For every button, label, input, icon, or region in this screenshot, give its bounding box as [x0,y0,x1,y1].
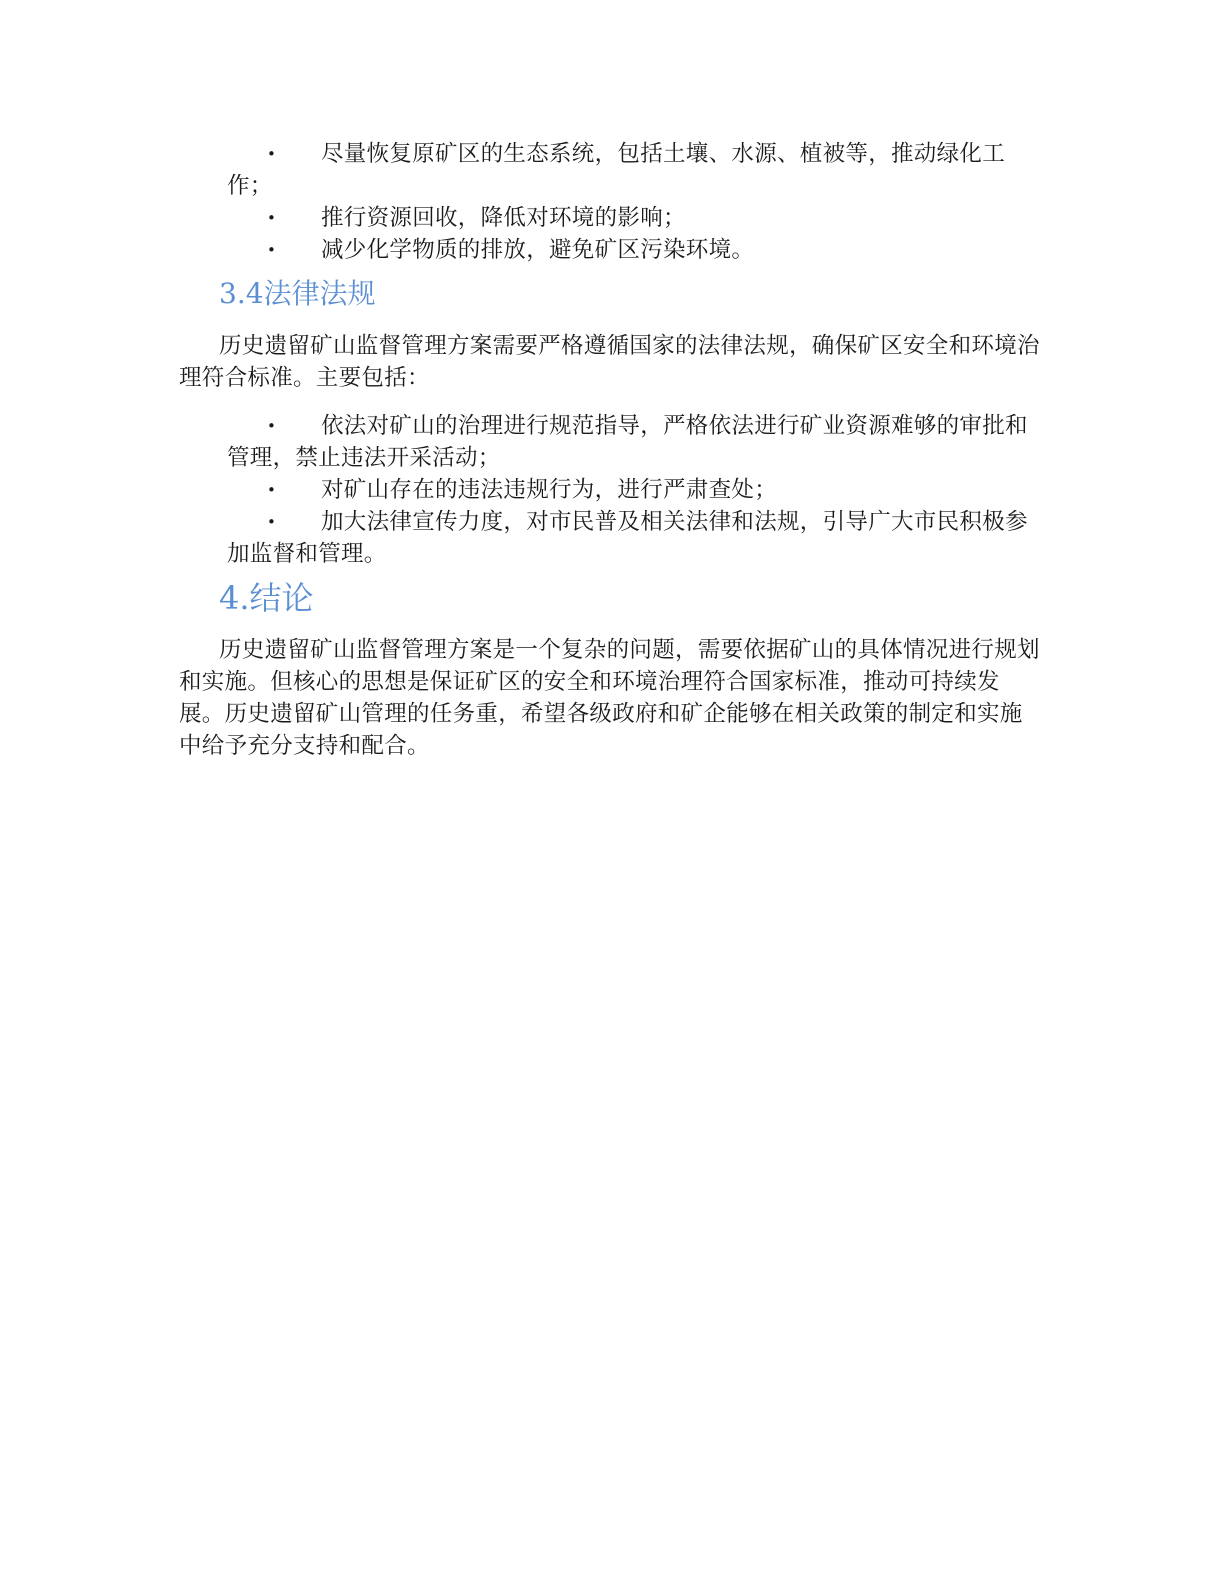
list-item [179,410,1045,474]
list-item [179,474,1045,506]
bullet-icon: • [267,417,277,435]
bullet-icon: • [267,241,277,259]
list-item [179,202,1045,234]
bullet-icon: • [267,145,277,163]
list-item-text: 推行资源回收，降低对环境的影响； [321,205,686,231]
conclusion-paragraph: 历史遗留矿山监督管理方案是一个复杂的问题，需要依据矿山的具体情况进行规划和实施。但核心的思想是保证矿区的安全和环境治理符合国家标准，推动可持续发展。历史遗留矿山管理的任务重，希望各级政府和矿企能够在相关政策的制定和实施中给予充分支持和配合。 [179,637,1040,759]
list-item [179,506,1045,570]
laws-list [179,410,1045,570]
list-item-text: 尽量恢复原矿区的生态系统，包括土壤、水源、植被等，推动绿化工作； [227,141,1006,199]
list-item [179,138,1045,202]
list-item-text: 减少化学物质的排放，避免矿区污染环境。 [321,237,755,263]
bullet-icon: • [267,481,277,499]
bullet-icon: • [267,513,277,531]
environment-measures-list [179,138,1045,266]
section-heading-laws: 3.4法律法规 [219,277,376,310]
document-body [179,138,1045,762]
list-item-text: 对矿山存在的违法违规行为，进行严肃查处； [321,477,778,503]
section-intro-paragraph: 历史遗留矿山监督管理方案需要严格遵循国家的法律法规，确保矿区安全和环境治理符合标准。主要包括： [179,333,1040,391]
list-item-text: 依法对矿山的治理进行规范指导，严格依法进行矿业资源难够的审批和管理，禁止违法开采活动； [227,413,1028,471]
section-heading-conclusion: 4.结论 [219,579,314,617]
list-item-text: 加大法律宣传力度，对市民普及相关法律和法规，引导广大市民积极参加监督和管理。 [227,509,1028,567]
bullet-icon: • [267,209,277,227]
list-item [179,234,1045,266]
